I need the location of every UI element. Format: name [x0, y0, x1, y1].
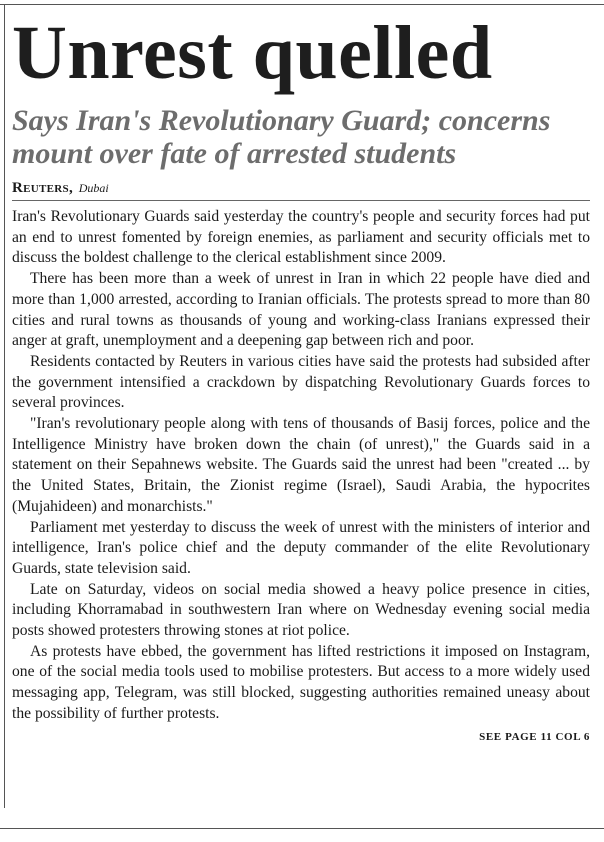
column-left-rule: [4, 4, 5, 808]
byline-dateline: Dubai: [78, 181, 109, 195]
body-paragraph: Parliament met yesterday to discuss the week of unrest with the ministers of interior and intelligence, Iran's police chief and the deputy commander of the elite Revolutionary Guards, state television said.: [12, 518, 590, 577]
body-paragraph: Residents contacted by Reuters in various cities have said the protests had subsided after the government intensified a crackdown by dispatching Revolutionary Guards forces to several provinces.: [12, 352, 590, 412]
body-paragraph: Iran's Revolutionary Guards said yesterday the country's people and security forces had put an end to unrest fomented by foreign enemies, as parliament and security officials met to discuss the boldest challenge to the clerical establishment since 2009.: [12, 208, 590, 267]
page-bottom-rule: [0, 828, 604, 829]
jump-line: SEE PAGE 11 COL 6: [479, 730, 590, 743]
headline: Unrest quelled: [12, 11, 493, 95]
byline: [12, 180, 590, 201]
body-paragraph: Late on Saturday, videos on social media showed a heavy police presence in cities, including Khorramabad in southwestern Iran where on Wednesday evening social media posts showed protesters throwing stones at riot police.: [12, 580, 590, 640]
body-paragraph: There has been more than a week of unrest in Iran in which 22 people have died and more than 1,000 arrested, according to Iranian officials. The protests spread to more than 80 cities and rural towns as thousands of young and working-class Iranians expressed their anger at graft, unemployment and a deepening gap between rich and poor.: [12, 270, 590, 350]
deck-subheadline: Says Iran's Revolutionary Guard; concerns mount over fate of arrested students: [12, 104, 551, 170]
body-paragraph: As protests have ebbed, the government has lifted restrictions it imposed on Instagram, one of the social media tools used to mobilise protesters. But access to a more widely used messaging app, Telegram, was still blocked, suggesting authorities remained uneasy about the possibility of further protests.: [12, 642, 590, 722]
article-body: [12, 207, 590, 725]
news-article: [12, 8, 590, 743]
page-top-rule: [0, 4, 604, 5]
body-paragraph: "Iran's revolutionary people along with tens of thousands of Basij forces, police and the Intelligence Ministry have broken down the chain (of unrest)," the Guards said in a statement on their Sepahnews website. The Guards said the unrest had been "created ... by the United States, Britain, the Zionist regime (Israel), Saudi Arabia, the hypocrites (Mujahideen) and monarchists.": [12, 415, 590, 515]
byline-agency: Reuters,: [12, 180, 73, 196]
